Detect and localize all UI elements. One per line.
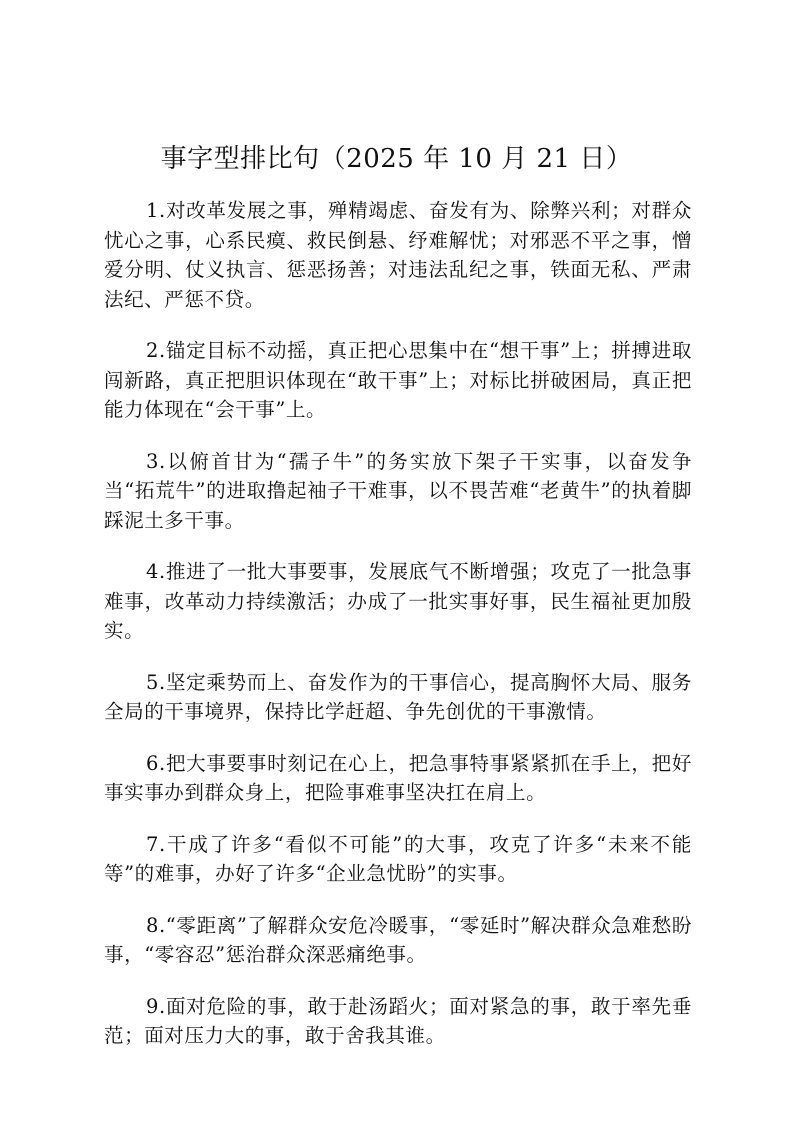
paragraph-8: 8.“零距离”了解群众安危冷暖事，“零延时”解决群众急难愁盼事，“零容忍”惩治群众深恶痛绝事。: [104, 913, 692, 966]
paragraph-5: 5.坚定乘势而上、奋发作为的干事信心，提高胸怀大局、服务全局的干事境界，保持比学赶超、争先创优的干事激情。: [104, 670, 692, 723]
paragraph-1: 1.对改革发展之事，殚精竭虑、奋发有为、除弊兴利；对群众忧心之事，心系民瘼、救民倒悬、纾难解忧；对邪恶不平之事，憎爱分明、仗义执言、惩恶扬善；对违法乱纪之事，铁面无私、严肃法纪、严惩不贷。: [104, 199, 692, 311]
paragraph-7: 7.干成了许多“看似不可能”的大事，攻克了许多“未来不能等”的难事，办好了许多“企业急忧盼”的实事。: [104, 832, 692, 885]
paragraph-9: 9.面对危险的事，敢于赴汤蹈火；面对紧急的事，敢于率先垂范；面对压力大的事，敢于舍我其谁。: [104, 994, 692, 1047]
document-body: [104, 196, 692, 1073]
paragraph-3: 3.以俯首甘为“孺子牛”的务实放下架子干实事，以奋发争当“拓荒牛”的进取撸起袖子干难事，以不畏苦难“老黄牛”的执着脚踩泥土多干事。: [104, 449, 692, 532]
document-title: 事字型排比句（2025 年 10 月 21 日）: [160, 144, 633, 174]
paragraph-6: 6.把大事要事时刻记在心上，把急事特事紧紧抓在手上，把好事实事办到群众身上，把险事难事坚决扛在肩上。: [104, 751, 692, 804]
paragraph-4: 4.推进了一批大事要事，发展底气不断增强；攻克了一批急事难事，改革动力持续激活；办成了一批实事好事，民生福祉更加殷实。: [104, 560, 692, 642]
paragraph-2: 2.锚定目标不动摇，真正把心思集中在“想干事”上；拼搏进取闯新路，真正把胆识体现在“敢干事”上；对标比拼破困局，真正把能力体现在“会干事”上。: [104, 339, 692, 421]
